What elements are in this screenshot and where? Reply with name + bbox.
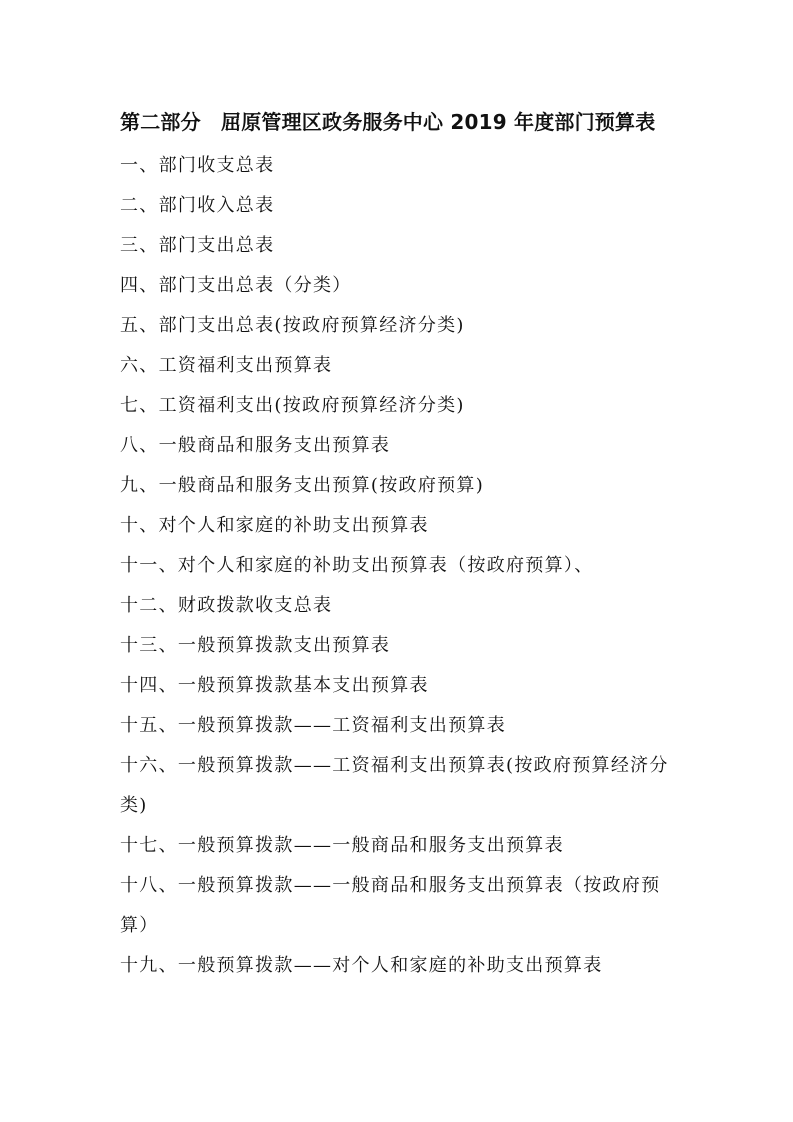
toc-item: 三、部门支出总表 [120,235,275,256]
toc-item: 十九、一般预算拨款——对个人和家庭的补助支出预算表 [120,955,603,976]
toc-item: 十一、对个人和家庭的补助支出预算表（按政府预算）、 [120,555,594,576]
toc-item: 十三、一般预算拨款支出预算表 [120,635,391,656]
toc-item: 五、部门支出总表(按政府预算经济分类) [120,315,465,336]
toc-item: 十七、一般预算拨款——一般商品和服务支出预算表 [120,835,564,856]
toc-item: 十二、财政拨款收支总表 [120,595,333,616]
toc-item: 十、对个人和家庭的补助支出预算表 [120,515,429,536]
toc-item: 十五、一般预算拨款——工资福利支出预算表 [120,715,506,736]
toc-item: 一、部门收支总表 [120,155,275,176]
toc-item: 十四、一般预算拨款基本支出预算表 [120,675,429,696]
toc-item: 四、部门支出总表（分类） [120,275,352,296]
toc-item: 九、一般商品和服务支出预算(按政府预算) [120,475,485,496]
toc-item: 十八、一般预算拨款——一般商品和服务支出预算表（按政府预算） [120,875,661,936]
page-title: 第二部分 屈原管理区政务服务中心 2019 年度部门预算表 [120,110,656,134]
toc-item: 十六、一般预算拨款——工资福利支出预算表(按政府预算经济分类) [120,755,669,816]
toc-item: 二、部门收入总表 [120,195,275,216]
toc-item: 八、一般商品和服务支出预算表 [120,435,391,456]
table-of-contents [120,146,680,986]
toc-item: 七、工资福利支出(按政府预算经济分类) [120,395,465,416]
toc-item: 六、工资福利支出预算表 [120,355,333,376]
